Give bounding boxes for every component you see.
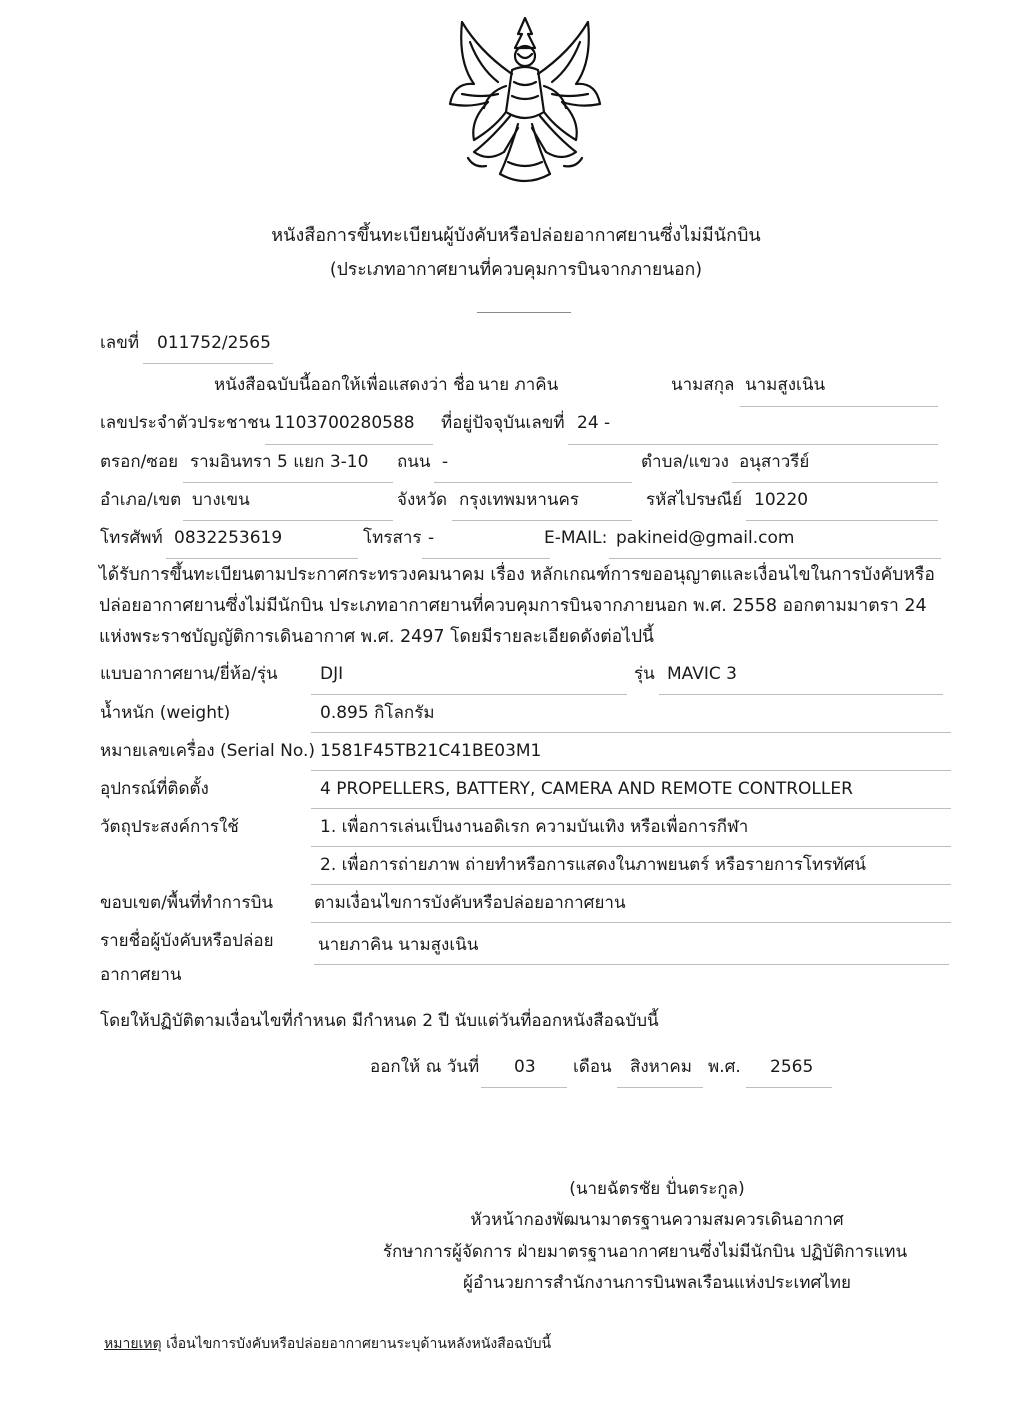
house-line (568, 444, 938, 445)
doc-number-line (143, 363, 273, 364)
serial-label: หมายเลขเครื่อง (Serial No.) (100, 741, 315, 761)
holder-surname-label: นามสกุล (671, 375, 735, 395)
issue-year: 2565 (770, 1057, 814, 1077)
equipment-value: 4 PROPELLERS, BATTERY, CAMERA AND REMOTE CONTROLLER (320, 779, 853, 799)
holder-road: - (442, 452, 449, 472)
email-line (609, 558, 941, 559)
holder-email: pakineid@gmail.com (616, 528, 795, 548)
model-label: รุ่น (634, 664, 655, 684)
issue-month-label: เดือน (573, 1057, 612, 1077)
operator-label-1: รายชื่อผู้บังคับหรือปล่อย (100, 931, 274, 951)
serial-value: 1581F45TB21C41BE03M1 (320, 741, 542, 761)
holder-phone: 0832253619 (174, 528, 283, 548)
validity-text: โดยให้ปฏิบัติตามเงื่อนไขที่กำหนด มีกำหนด 2 ปี นับแต่วันที่ออกหนังสือฉบับนี้ (100, 1011, 659, 1031)
signer-title-1: หัวหน้ากองพัฒนามาตรฐานความสมควรเดินอากาศ (470, 1210, 844, 1230)
issue-month-line (617, 1087, 703, 1088)
brand-line (311, 694, 627, 695)
operator-value: นายภาคิน นามสูงเนิน (318, 935, 479, 955)
holder-road-label: ถนน (397, 452, 431, 472)
postal-line (746, 520, 938, 521)
operator-label-2: อากาศยาน (100, 965, 182, 985)
holder-house-label: ที่อยู่ปัจจุบันเลขที่ (441, 413, 565, 433)
weight-line (311, 732, 951, 733)
holder-tambon: อนุสาวรีย์ (739, 452, 810, 472)
signer-title-3: ผู้อำนวยการสำนักงานการบินพลเรือนแห่งประเทศไทย (463, 1273, 851, 1293)
purpose-label: วัตถุประสงค์การใช้ (100, 817, 239, 837)
serial-line (311, 770, 951, 771)
footnote-label: หมายเหตุ (104, 1336, 162, 1352)
id-line (265, 444, 433, 445)
phone-line (166, 558, 358, 559)
holder-house: 24 - (577, 413, 611, 433)
area-line (311, 922, 951, 923)
holder-fax: - (428, 528, 435, 548)
holder-intro: หนังสือฉบับนี้ออกให้เพื่อแสดงว่า ชื่อ (214, 375, 475, 395)
equipment-label: อุปกรณ์ที่ติดตั้ง (100, 779, 209, 799)
operator-line (314, 964, 949, 965)
tambon-line (732, 482, 938, 483)
purpose-2-line (311, 884, 951, 885)
issue-year-label: พ.ศ. (708, 1057, 741, 1077)
area-value: ตามเงื่อนไขการบังคับหรือปล่อยอากาศยาน (314, 893, 626, 913)
doc-number-label: เลขที่ (100, 333, 140, 353)
model-line (659, 694, 943, 695)
holder-tambon-label: ตำบล/แขวง (641, 452, 729, 472)
equipment-line (311, 808, 951, 809)
footnote-text: เงื่อนไขการบังคับหรือปล่อยอากาศยานระบุด้านหลังหนังสือฉบับนี้ (161, 1336, 552, 1352)
holder-email-label: E-MAIL: (544, 528, 608, 548)
area-label: ขอบเขต/พื้นที่ทำการบิน (100, 893, 273, 913)
garuda-emblem (440, 12, 610, 190)
holder-postal: 10220 (754, 490, 809, 510)
amphoe-line (183, 520, 393, 521)
holder-id-label: เลขประจำตัวประชาชน (100, 413, 271, 433)
document-subtitle: (ประเภทอากาศยานที่ควบคุมการบินจากภายนอก) (329, 260, 703, 280)
document-title: หนังสือการขึ้นทะเบียนผู้บังคับหรือปล่อยอากาศยานซึ่งไม่มีนักบิน (271, 225, 761, 246)
fax-line (422, 558, 550, 559)
surname-line (740, 406, 938, 407)
signer-title-2: รักษาการผู้จัดการ ฝ่ายมาตรฐานอากาศยานซึ่งไม่มีนักบิน ปฏิบัติการแทน (382, 1242, 908, 1262)
holder-province-label: จังหวัด (397, 490, 448, 510)
doc-number-value: 011752/2565 (157, 333, 271, 353)
holder-amphoe: บางเขน (192, 490, 250, 510)
issue-day-line (481, 1087, 567, 1088)
registration-paragraph: ได้รับการขึ้นทะเบียนตามประกาศกระทรวงคมนาคม เรื่อง หลักเกณฑ์การขออนุญาตและเงื่อนไขในการบังคับหรือปล่อยอากาศยานซึ่งไม่มีนักบิน ประเภทอากาศยานที่ควบคุมการบินจากภายนอก พ.ศ. 2558 ออกตามมาตรา 24 แห่งพระราชบัญญัติการเดินอากาศ พ.ศ. 2497 โดยมีรายละเอียดดังต่อไปนี้ (99, 565, 935, 647)
purpose-1: 1. เพื่อการเล่นเป็นงานอดิเรก ความบันเทิง หรือเพื่อการกีฬา (320, 817, 749, 837)
holder-province: กรุงเทพมหานคร (459, 490, 580, 510)
title-divider (477, 312, 571, 313)
issue-year-line (746, 1087, 832, 1088)
weight-value: 0.895 กิโลกรัม (320, 703, 435, 723)
holder-id: 1103700280588 (274, 413, 415, 433)
brand-value: DJI (320, 664, 344, 684)
holder-postal-label: รหัสไปรษณีย์ (646, 490, 743, 510)
province-line (452, 520, 632, 521)
signer-name: (นายฉัตรชัย ปั่นตระกูล) (569, 1179, 745, 1199)
weight-label: น้ำหนัก (weight) (100, 703, 231, 723)
soi-line (183, 482, 393, 483)
holder-amphoe-label: อำเภอ/เขต (100, 490, 182, 510)
holder-fax-label: โทรสาร (363, 528, 422, 548)
issue-day: 03 (514, 1057, 536, 1077)
footnote (104, 1336, 551, 1352)
purpose-2: 2. เพื่อการถ่ายภาพ ถ่ายทำหรือการแสดงในภาพยนตร์ หรือรายการโทรทัศน์ (320, 855, 867, 875)
holder-name: นาย ภาคิน (478, 375, 559, 395)
holder-phone-label: โทรศัพท์ (100, 528, 163, 548)
brand-label: แบบอากาศยาน/ยี่ห้อ/รุ่น (100, 664, 278, 684)
holder-surname: นามสูงเนิน (745, 375, 826, 395)
holder-soi-label: ตรอก/ซอย (100, 452, 179, 472)
holder-soi: รามอินทรา 5 แยก 3-10 (190, 452, 369, 472)
purpose-1-line (311, 846, 951, 847)
issue-label: ออกให้ ณ วันที่ (370, 1057, 480, 1077)
road-line (434, 482, 632, 483)
issue-month: สิงหาคม (630, 1057, 693, 1077)
model-value: MAVIC 3 (667, 664, 737, 684)
